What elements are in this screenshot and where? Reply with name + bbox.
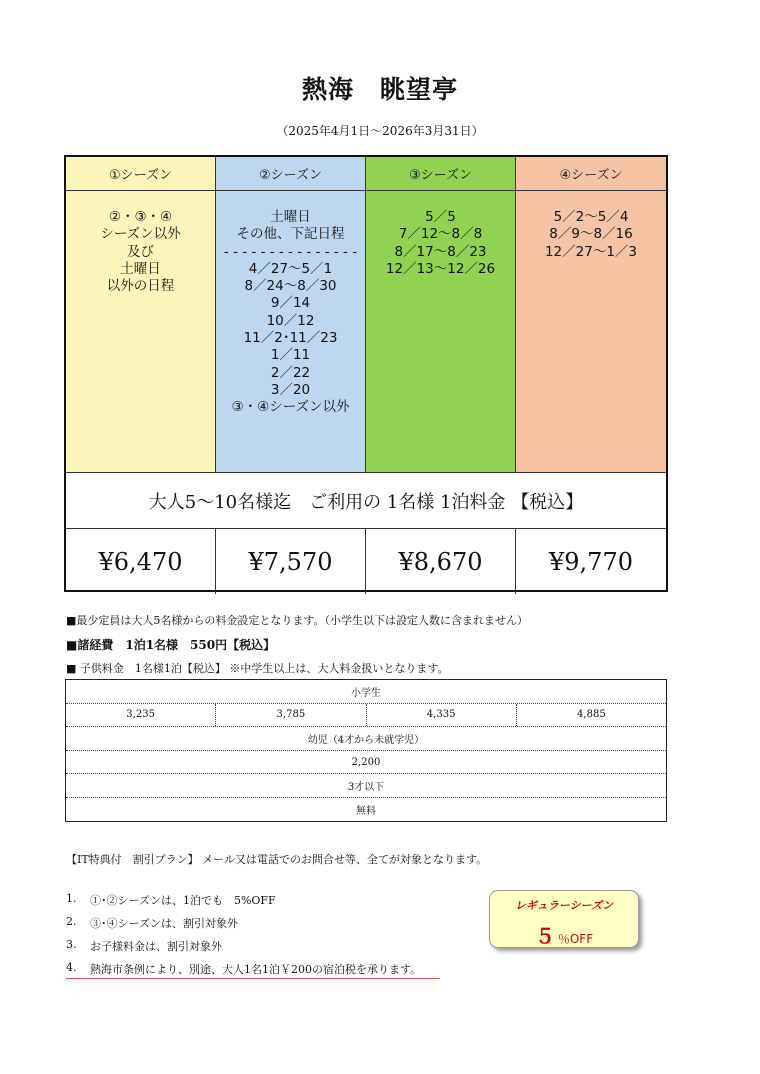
badge-label: レギュラーシーズン: [514, 899, 614, 912]
season-1-line: 及び: [127, 243, 154, 260]
season-2-price: ¥7,570: [216, 529, 366, 594]
list-item: [66, 938, 440, 961]
season-table: [64, 155, 668, 592]
it-plan-heading: 【IT特典付 割引プラン】 メール又は電話でのお問合せ等、全てが対象となります。: [66, 853, 488, 866]
season-2-line: その他、下記日程: [236, 226, 345, 243]
season-2-line: 3／20: [270, 381, 311, 398]
season-1-line: ②・③・④: [108, 209, 173, 225]
list-item-text: ①･②シーズンは、1泊でも 5%OFF: [90, 894, 276, 907]
season-2-line: 9／14: [270, 295, 311, 312]
list-item: [66, 892, 440, 915]
season-3-line: 8／17～8／23: [394, 243, 487, 260]
valid-period: （2025年4月1日～2026年3月31日）: [276, 124, 484, 138]
season-3-header: ③シーズン: [366, 157, 516, 190]
discount-badge: [489, 890, 639, 948]
child-price-note: ■ 子供料金 1名様1泊【税込】 ※中学生以上は、大人料金扱いとなります。: [66, 662, 449, 675]
season-4-line: 12／27～1／3: [544, 243, 638, 260]
season-2-line: 10／12: [266, 312, 315, 329]
season-1-header: ①シーズン: [66, 157, 216, 190]
price-row: [66, 529, 666, 594]
season-2-line: 11／2･11／23: [243, 330, 338, 347]
season-2-line: 2／22: [270, 364, 311, 381]
elementary-price: 3,235: [66, 704, 216, 727]
list-item-number: 4.: [66, 961, 77, 974]
list-item-number: 2.: [66, 915, 77, 928]
list-item: [66, 915, 440, 938]
list-item-text: お子様料金は、割引対象外: [90, 940, 222, 953]
toddler-label: 3才以下: [66, 774, 666, 798]
season-1-line: 以外の日程: [106, 278, 175, 295]
elementary-prices-row: [66, 704, 666, 728]
min-people-note: ■最少定員は大人5名様からの料金設定となります。（小学生以下は設定人数に含まれません）: [66, 614, 529, 627]
season-header-row: [66, 157, 666, 191]
season-2-line: 土曜日: [270, 209, 311, 225]
season-dates-row: [66, 191, 666, 473]
season-3-dates: [366, 191, 516, 472]
season-3-price: ¥8,670: [366, 529, 516, 594]
season-4-dates: [516, 191, 666, 472]
season-4-line: 8／9～8／16: [549, 226, 633, 243]
elementary-price: 3,785: [216, 704, 366, 727]
season-1-line: シーズン以外: [100, 226, 181, 243]
badge-off: ％OFF: [557, 932, 594, 946]
badge-discount: [490, 920, 638, 949]
season-4-price: ¥9,770: [549, 547, 633, 576]
season-2-header: ②シーズン: [216, 157, 366, 190]
season-2-line: 4／27～5／1: [248, 260, 333, 277]
season-2-line: 8／24～8／30: [244, 278, 337, 295]
season-4-header: ④シーズン: [516, 157, 666, 190]
season-1-price: ¥6,470: [66, 529, 216, 594]
season-3-line: 12／13～12／26: [385, 260, 496, 277]
list-item-number: 1.: [66, 892, 77, 905]
discount-list: [66, 892, 440, 979]
season-1-line: 土曜日: [120, 260, 161, 277]
season-3-line: 5／5: [425, 209, 456, 225]
elementary-label: 小学生: [66, 680, 666, 704]
season-3-line: 7／12～8／8: [398, 226, 483, 243]
season-2-line: 1／11: [270, 347, 311, 364]
season-2-divider: - - - - - - - - - - - - - - -: [223, 243, 358, 260]
page-title: 熱海 眺望亭: [301, 75, 458, 104]
price-note: 大人5～10名様迄 ご利用の 1名様 1泊料金 【税込】: [66, 473, 666, 529]
infant-label: 幼児（4才から未就学児）: [66, 727, 666, 751]
elementary-price: 4,885: [577, 709, 606, 721]
elementary-price: 4,335: [367, 704, 517, 727]
season-2-line: ③・④シーズン以外: [231, 399, 350, 416]
list-item-number: 3.: [66, 938, 77, 951]
fees-note: ■諸経費 1泊1名様 550円【税込】: [66, 638, 276, 652]
toddler-price: 無料: [356, 806, 376, 818]
badge-percent: ５: [534, 924, 555, 948]
season-4-line: 5／2～5／4: [553, 209, 629, 225]
list-item-text: ③･④シーズンは、割引対象外: [90, 917, 238, 930]
infant-price: 2,200: [66, 751, 666, 775]
list-item: [66, 961, 440, 979]
list-item-text: 熱海市条例により、別途、大人1名1泊￥200の宿泊税を承ります。: [90, 963, 422, 976]
season-1-dates: [66, 191, 216, 472]
season-2-dates: [216, 191, 366, 472]
child-price-table: [65, 679, 667, 822]
